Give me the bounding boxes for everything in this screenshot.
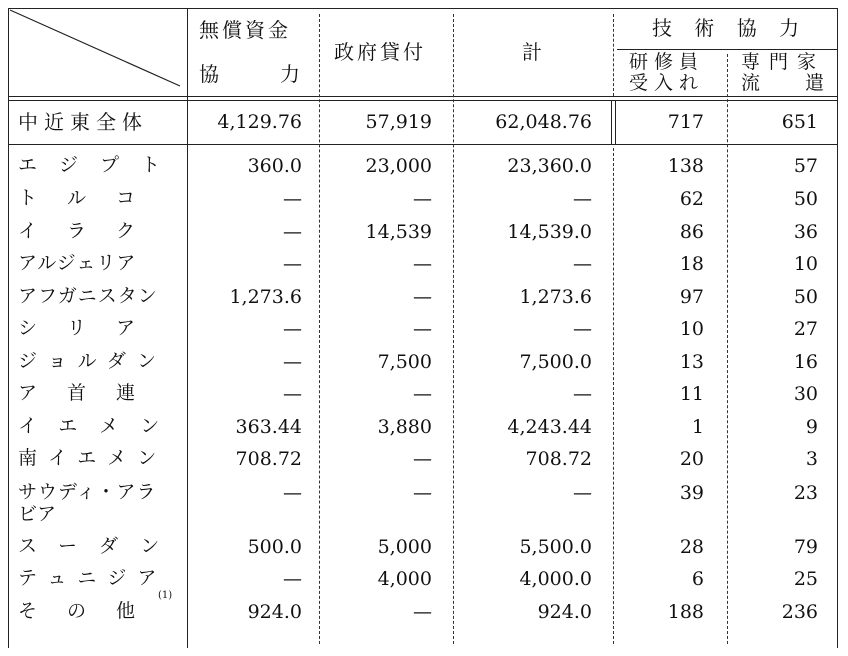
cell-grant: 360.0: [247, 155, 302, 177]
cell-trainees: 13: [679, 351, 704, 373]
cell-trainees: 1: [691, 416, 704, 438]
cell-experts: 3: [805, 448, 818, 470]
cell-trainees: 28: [679, 536, 704, 558]
cell-loan: —: [413, 383, 432, 405]
header-grant-line2-a: 協: [199, 62, 222, 86]
summary-grant: 4,129.76: [217, 111, 302, 133]
cell-total: —: [573, 383, 592, 405]
cell-total: 7,500.0: [519, 351, 592, 373]
cell-loan: 14,539: [365, 221, 432, 243]
tech-column-rule-2: [615, 100, 616, 144]
summary-total: 62,048.76: [495, 111, 592, 133]
cell-loan: —: [413, 253, 432, 275]
table-left-rule: [8, 8, 9, 648]
summary-trainees: 717: [667, 111, 704, 133]
cell-trainees: 86: [679, 221, 704, 243]
cell-total: 1,273.6: [519, 286, 592, 308]
header-expert-line2: [741, 74, 827, 93]
cell-loan: 23,000: [365, 155, 432, 177]
country-name-line2: ビア: [18, 503, 57, 525]
summary-loan: 57,919: [365, 111, 432, 133]
cell-experts: 25: [793, 568, 818, 590]
header-total: 計: [522, 40, 545, 64]
header-grant-line2: [199, 64, 303, 84]
country-name: サウディ・アラ: [18, 481, 157, 503]
cell-grant: —: [283, 253, 302, 275]
cell-total: 708.72: [525, 448, 592, 470]
cell-grant: —: [283, 318, 302, 340]
cell-grant: —: [283, 188, 302, 210]
country-name: アルジェリア: [18, 252, 137, 274]
cell-trainees: 39: [679, 482, 704, 504]
header-expert-line2-a: 流: [741, 72, 764, 94]
country-name: トルコ: [18, 187, 166, 209]
cell-experts: 27: [793, 318, 818, 340]
country-name: 南イエメン: [18, 447, 168, 469]
cell-grant: —: [283, 221, 302, 243]
cell-experts: 57: [793, 155, 818, 177]
tech-subheader-rule: [617, 49, 838, 50]
cell-trainees: 97: [679, 286, 704, 308]
cell-loan: —: [413, 601, 432, 623]
cell-experts: 50: [793, 188, 818, 210]
table-right-rule: [837, 8, 838, 648]
cell-loan: 3,880: [377, 416, 432, 438]
cell-trainees: 18: [679, 253, 704, 275]
cell-loan: —: [413, 482, 432, 504]
cell-total: —: [573, 253, 592, 275]
cell-grant: —: [283, 568, 302, 590]
cell-trainees: 11: [679, 383, 704, 405]
loan-total-separator: [453, 14, 454, 644]
cell-grant: 500.0: [247, 536, 302, 558]
header-grant-line2-b: 力: [280, 62, 303, 86]
header-tech-cooperation: 技 術 協 力: [652, 16, 808, 40]
cell-total: 5,500.0: [519, 536, 592, 558]
cell-total: 4,000.0: [519, 568, 592, 590]
cell-loan: —: [413, 318, 432, 340]
cell-experts: 36: [793, 221, 818, 243]
name-column-rule: [187, 8, 188, 648]
cell-grant: —: [283, 383, 302, 405]
cell-experts: 23: [793, 482, 818, 504]
cell-total: 14,539.0: [507, 221, 592, 243]
cell-loan: —: [413, 286, 432, 308]
corner-diagonal-line: [8, 8, 188, 98]
cell-trainees: 188: [667, 601, 704, 623]
total-tech-separator-body: [613, 148, 614, 644]
cell-grant: —: [283, 351, 302, 373]
total-tech-separator: [613, 14, 614, 96]
country-name: エジプト: [18, 154, 183, 176]
cell-total: —: [573, 482, 592, 504]
footnote-marker: (1): [158, 590, 173, 601]
country-name: イラク: [18, 220, 166, 242]
cell-loan: —: [413, 188, 432, 210]
header-expert-line2-b: 遣: [804, 72, 827, 94]
cell-experts: 50: [793, 286, 818, 308]
cell-grant: 924.0: [247, 601, 302, 623]
header-grant-line1: 無償資金: [199, 18, 291, 42]
header-expert-line1: 専門家: [741, 51, 826, 73]
cell-trainees: 20: [679, 448, 704, 470]
country-name: その他: [18, 600, 166, 622]
cell-experts: 79: [793, 536, 818, 558]
cell-trainees: 138: [667, 155, 704, 177]
cell-experts: 30: [793, 383, 818, 405]
cell-loan: 4,000: [377, 568, 432, 590]
country-name: テュニジア: [18, 567, 168, 589]
cell-trainees: 6: [691, 568, 704, 590]
header-loan: 政府貸付: [334, 40, 426, 64]
cell-loan: 5,000: [377, 536, 432, 558]
cell-total: —: [573, 188, 592, 210]
summary-bottom-rule: [8, 144, 838, 145]
tech-column-rule-1: [611, 100, 612, 144]
summary-row-name: 中近東全体: [18, 110, 148, 134]
trainee-expert-separator: [727, 54, 728, 644]
cell-trainees: 62: [679, 188, 704, 210]
cell-total: —: [573, 318, 592, 340]
country-name: ア首連: [18, 382, 166, 404]
header-trainee-line2: 受入れ: [629, 72, 705, 94]
cell-experts: 9: [805, 416, 818, 438]
summary-top-rule: [8, 100, 838, 101]
cell-grant: 1,273.6: [229, 286, 302, 308]
cell-experts: 10: [793, 253, 818, 275]
country-name: スーダン: [18, 535, 182, 557]
cell-grant: 363.44: [235, 416, 302, 438]
cell-loan: —: [413, 448, 432, 470]
country-name: イエメン: [18, 415, 182, 437]
cell-total: 4,243.44: [507, 416, 592, 438]
summary-experts: 651: [781, 111, 818, 133]
cell-grant: 708.72: [235, 448, 302, 470]
cell-experts: 236: [781, 601, 818, 623]
cell-loan: 7,500: [377, 351, 432, 373]
cell-trainees: 10: [679, 318, 704, 340]
country-name: ジョルダン: [18, 350, 168, 372]
cell-grant: —: [283, 482, 302, 504]
grant-loan-separator: [319, 14, 320, 644]
header-trainee-line1: 研修員: [629, 51, 705, 73]
country-name: アフガニスタン: [18, 285, 158, 307]
cell-total: 23,360.0: [507, 155, 592, 177]
cell-total: 924.0: [537, 601, 592, 623]
country-name: シリア: [18, 317, 166, 339]
cell-experts: 16: [793, 351, 818, 373]
